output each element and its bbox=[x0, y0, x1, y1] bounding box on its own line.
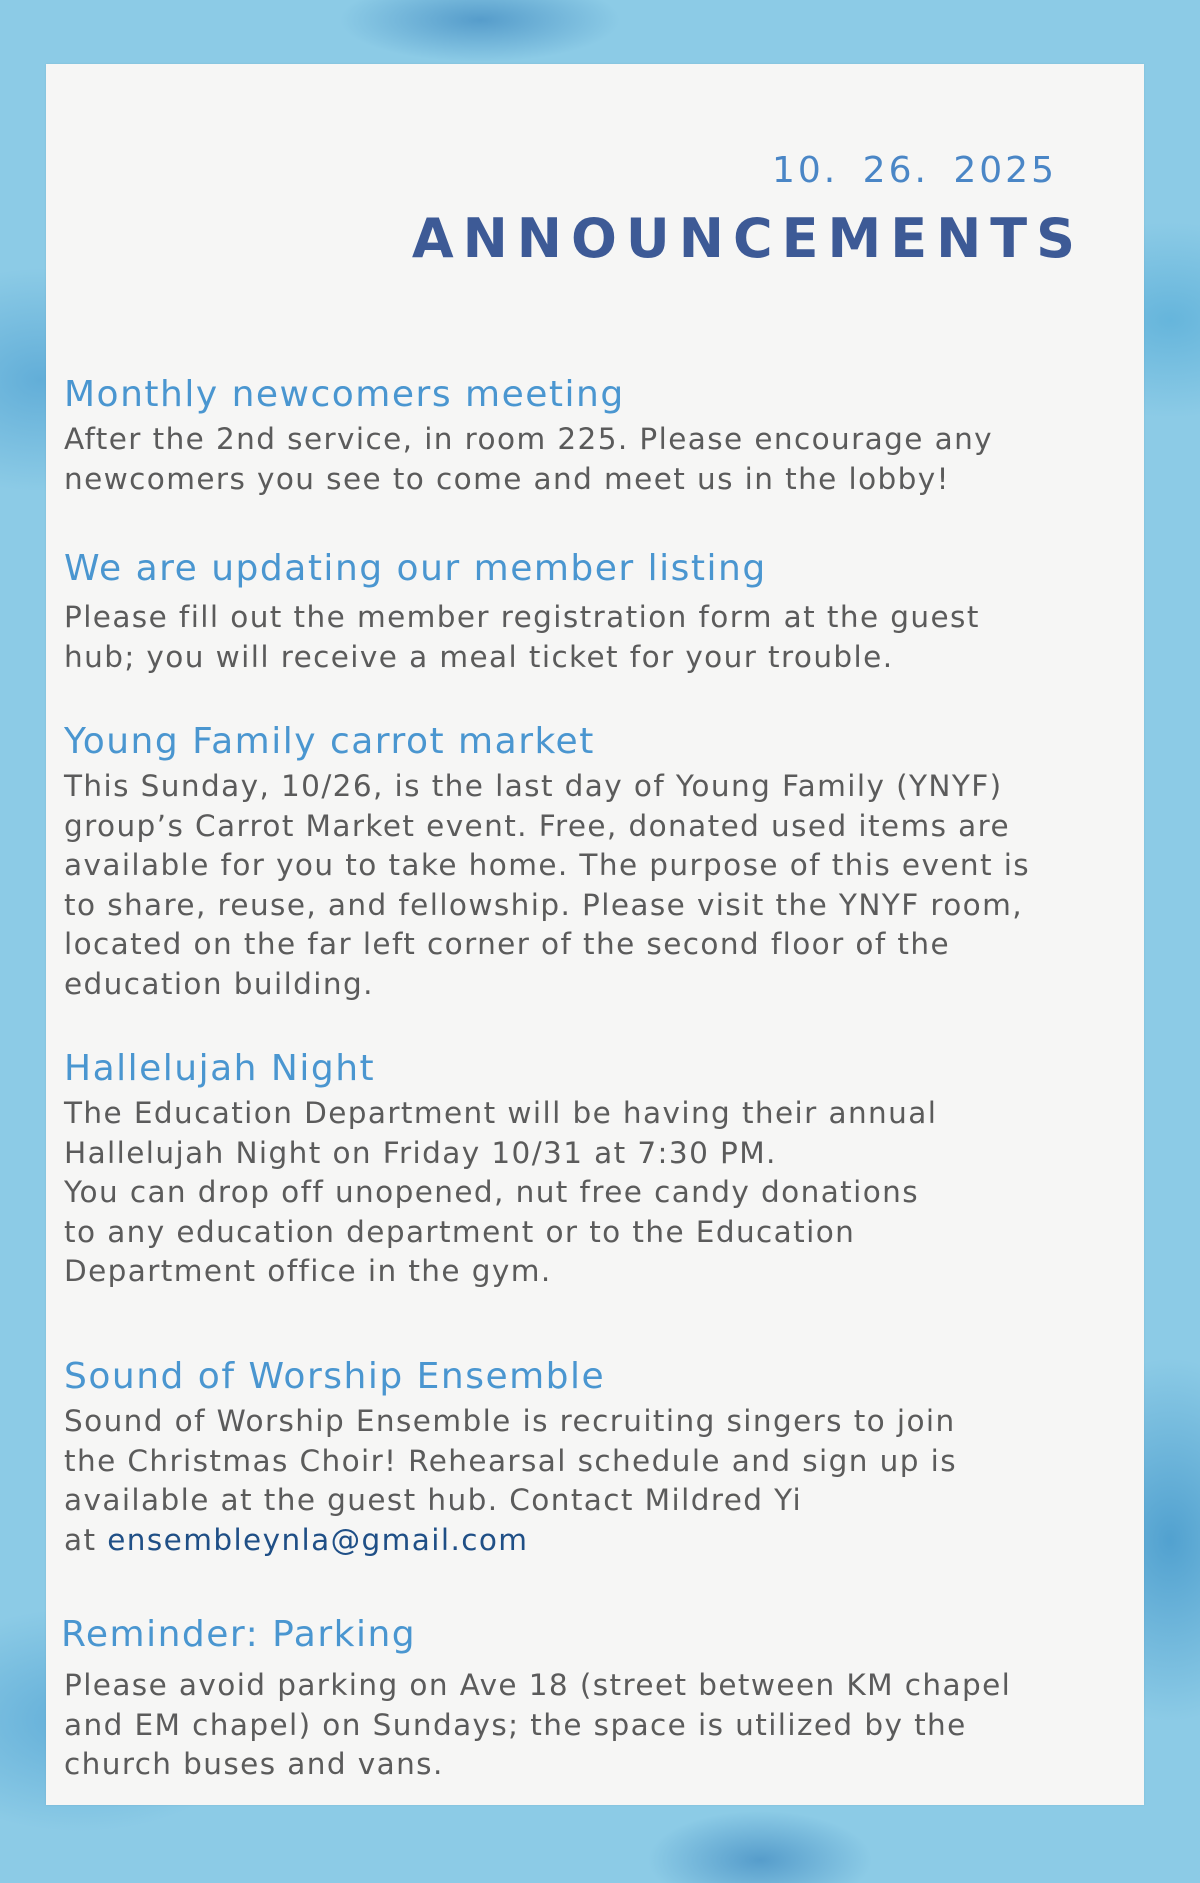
body-line: Department office in the gym. bbox=[64, 1254, 552, 1288]
section-heading: We are updating our member listing bbox=[64, 548, 767, 589]
section-hallelujah-night bbox=[64, 1046, 1124, 1292]
section-body bbox=[64, 420, 1124, 499]
body-line: Please avoid parking on Ave 18 (street between KM chapel bbox=[64, 1668, 1012, 1702]
body-line: This Sunday, 10/26, is the last day of Young Family (YNYF) bbox=[64, 769, 1003, 803]
section-body bbox=[64, 1094, 1124, 1292]
body-line: Hallelujah Night on Friday 10/31 at 7:30 PM. bbox=[64, 1135, 777, 1170]
section-heading: Sound of Worship Ensemble bbox=[64, 1356, 606, 1397]
body-line: The Education Department will be having their annual bbox=[64, 1096, 938, 1130]
section-heading: Young Family carrot market bbox=[64, 721, 595, 762]
body-line: to any education department or to the Education bbox=[64, 1214, 856, 1249]
section-body bbox=[64, 1402, 1124, 1560]
section-carrot-market bbox=[64, 719, 1124, 1004]
announcement-card bbox=[46, 64, 1144, 1805]
body-line: education building. bbox=[64, 966, 374, 1001]
body-line: church buses and vans. bbox=[64, 1747, 444, 1781]
section-worship-ensemble bbox=[64, 1354, 1124, 1560]
body-line: to share, reuse, and fellowship. Please visit the YNYF room, bbox=[64, 887, 1024, 922]
date: 10. 26. 2025 bbox=[771, 150, 1057, 191]
page-title: ANNOUNCEMENTS bbox=[411, 207, 1084, 270]
body-line: available for you to take home. The purpose of this event is bbox=[64, 848, 1031, 882]
email-link[interactable]: ensembleynla@gmail.com bbox=[107, 1522, 529, 1557]
body-line: newcomers you see to come and meet us in the lobby! bbox=[64, 461, 950, 496]
body-line: hub; you will receive a meal ticket for your trouble. bbox=[64, 639, 894, 674]
section-heading: Monthly newcomers meeting bbox=[64, 374, 625, 415]
body-line: and EM chapel) on Sundays; the space is utilized by the bbox=[64, 1707, 967, 1742]
email-prefix: at bbox=[64, 1522, 108, 1557]
body-line: available at the guest hub. Contact Mildred Yi bbox=[64, 1483, 803, 1517]
body-line: group’s Carrot Market event. Free, donated used items are bbox=[64, 808, 1011, 843]
section-heading: Hallelujah Night bbox=[64, 1048, 376, 1089]
body-line: located on the far left corner of the second floor of the bbox=[64, 927, 951, 961]
section-body bbox=[64, 1666, 1121, 1785]
body-line: Sound of Worship Ensemble is recruiting singers to join bbox=[64, 1404, 956, 1438]
body-line: Please fill out the member registration form at the guest bbox=[64, 600, 980, 634]
section-body bbox=[64, 767, 1124, 1004]
section-member-listing bbox=[64, 546, 1124, 677]
section-newcomers bbox=[64, 372, 1124, 499]
body-line: After the 2nd service, in room 225. Please encourage any bbox=[64, 422, 994, 456]
body-line: You can drop off unopened, nut free candy donations bbox=[64, 1175, 920, 1209]
section-heading: Reminder: Parking bbox=[61, 1614, 417, 1655]
section-parking bbox=[61, 1612, 1121, 1785]
body-line: the Christmas Choir! Rehearsal schedule and sign up is bbox=[64, 1443, 957, 1478]
body-line bbox=[64, 1521, 1124, 1561]
section-body bbox=[64, 598, 1124, 677]
